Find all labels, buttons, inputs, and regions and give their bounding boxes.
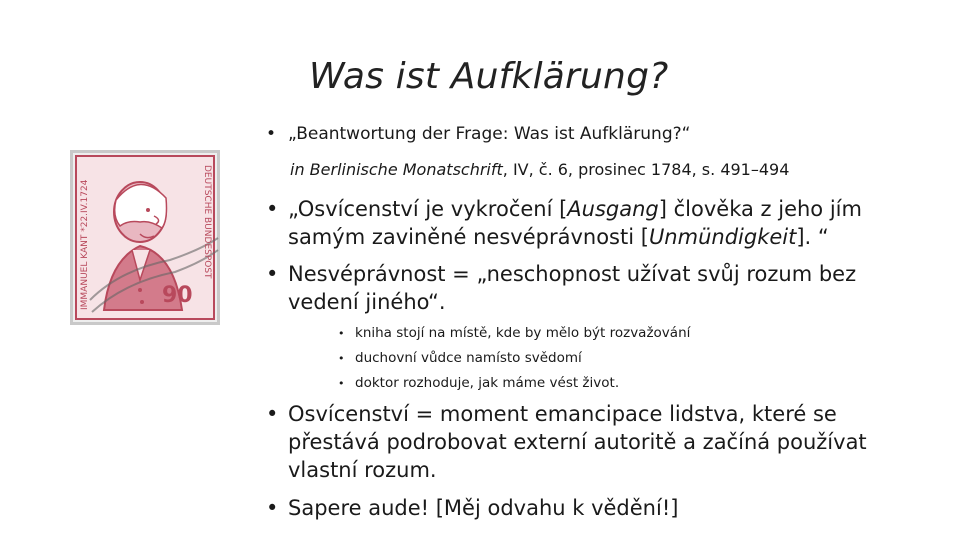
bullet-marker: • [266, 262, 279, 286]
stamp-value: 90 [162, 283, 193, 308]
bullet-text [288, 195, 862, 251]
text-run: „Osvícenství je vykročení [ [288, 197, 568, 221]
text-run: ] člověka z jeho jím [658, 197, 862, 221]
stamp-left-text: IMMANUEL KANT *22.IV.1724 [80, 179, 90, 310]
citation-journal: in Berlinische Monatschrift [290, 160, 503, 179]
bullet-text [288, 400, 867, 484]
text-line: vedení jiného“. [288, 290, 446, 314]
sub-bullet-item: • doktor rozhoduje, jak máme vést život. [338, 371, 690, 396]
bullet-text [288, 260, 856, 316]
citation [290, 160, 789, 179]
term-ausgang: Ausgang [567, 197, 659, 221]
text-line: Nesvéprávnost = „neschopnost užívat svůj rozum bez [288, 262, 857, 286]
sub-bullet-list [338, 321, 690, 396]
bullet-marker: • [266, 496, 279, 520]
text-run: ]. “ [796, 225, 829, 249]
bullet-text: Sapere aude! [Měj odvahu k vědění!] [288, 496, 679, 520]
text-line: Osvícenství = moment emancipace lidstva, které se [288, 402, 837, 426]
text-run: samým zaviněné nesvéprávnosti [ [288, 225, 649, 249]
bullet-marker: • [266, 124, 277, 144]
term-unmundigkeit: Unmündigkeit [648, 225, 797, 249]
bullet-text: „Beantwortung der Frage: Was ist Aufklärung?“ [288, 124, 691, 144]
citation-details: , IV, č. 6, prosinec 1784, s. 491–494 [502, 160, 790, 179]
bullet-marker: • [266, 197, 279, 221]
slide-title: Was ist Aufklärung? [309, 56, 669, 97]
stamp-right-text: DEUTSCHE BUNDESPOST [202, 165, 212, 279]
sub-bullet-item: • duchovní vůdce namísto svědomí [338, 346, 690, 371]
bullet-marker: • [266, 402, 279, 426]
text-line: vlastní rozum. [288, 458, 437, 482]
sub-bullet-item: • kniha stojí na místě, kde by mělo být rozvažování [338, 321, 690, 346]
kant-stamp-image [70, 150, 220, 325]
text-line: přestává podrobovat externí autoritě a začíná používat [288, 430, 867, 454]
